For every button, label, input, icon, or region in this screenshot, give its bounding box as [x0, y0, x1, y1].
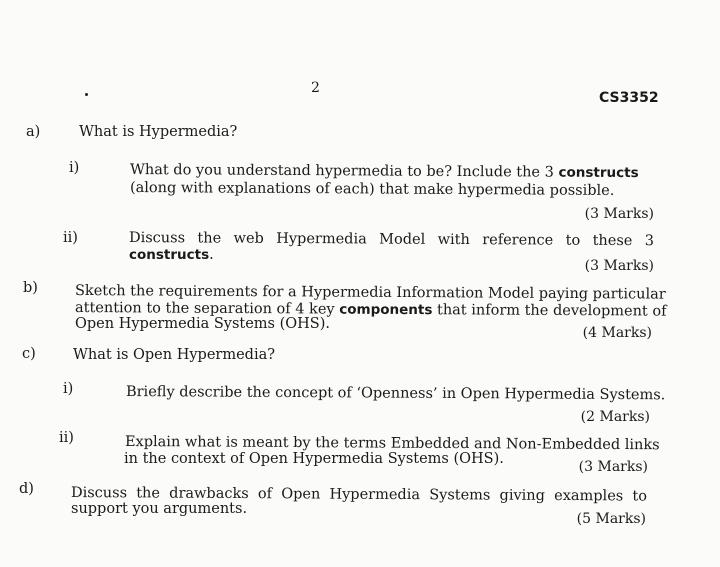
question-c-ii-line1: Explain what is meant by the terms Embedded and Non-Embedded links	[124, 434, 660, 454]
question-a-label: a)	[26, 124, 41, 140]
question-c-text: What is Open Hypermedia?	[73, 347, 276, 363]
question-c-ii-marks: (3 Marks)	[578, 459, 648, 475]
question-c-label: c)	[22, 346, 36, 362]
question-c-i-marks: (2 Marks)	[580, 409, 650, 425]
question-a-i-marks: (3 Marks)	[584, 206, 654, 222]
course-code: CS3352	[599, 90, 659, 106]
question-a-ii-line2: constructs.	[129, 247, 214, 263]
page-number: 2	[311, 80, 320, 96]
question-c-ii-line2: in the context of Open Hypermedia Systems (OHS).	[124, 451, 504, 467]
question-a-ii-label: ii)	[63, 230, 78, 246]
question-b-line3: Open Hypermedia Systems (OHS).	[75, 316, 330, 332]
question-b-label: b)	[23, 280, 38, 296]
stray-dot	[85, 93, 88, 96]
question-c-i-line1: Briefly describe the concept of ‘Openness’ in Open Hypermedia Systems.	[125, 384, 666, 404]
question-c-ii-label: ii)	[59, 430, 74, 446]
question-b-marks: (4 Marks)	[582, 325, 652, 341]
question-c-i-label: i)	[63, 381, 74, 397]
question-d-line2: support you arguments.	[71, 501, 248, 517]
question-b-line2: attention to the separation of 4 key components that inform the development of	[74, 300, 667, 320]
question-b-line1: Sketch the requirements for a Hypermedia Information Model paying particular	[74, 283, 666, 303]
question-a-i-label: i)	[69, 160, 80, 176]
question-a-i-line2: (along with explanations of each) that make hypermedia possible.	[129, 180, 615, 199]
question-a-ii-marks: (3 Marks)	[584, 258, 654, 274]
question-d-marks: (5 Marks)	[576, 511, 646, 527]
question-d-label: d)	[19, 481, 34, 497]
keyword-components: components	[339, 301, 433, 319]
question-a-i-line1: What do you understand hypermedia to be? Include the 3 constructs	[129, 162, 639, 182]
keyword-constructs: constructs	[558, 164, 639, 182]
keyword-constructs-2: constructs	[129, 247, 210, 263]
question-a-ii-line1: Discuss the web Hypermedia Model with reference to these 3	[128, 230, 655, 250]
question-a-text: What is Hypermedia?	[79, 124, 238, 140]
question-d-line1: Discuss the drawbacks of Open Hypermedia Systems giving examples to	[70, 485, 648, 505]
